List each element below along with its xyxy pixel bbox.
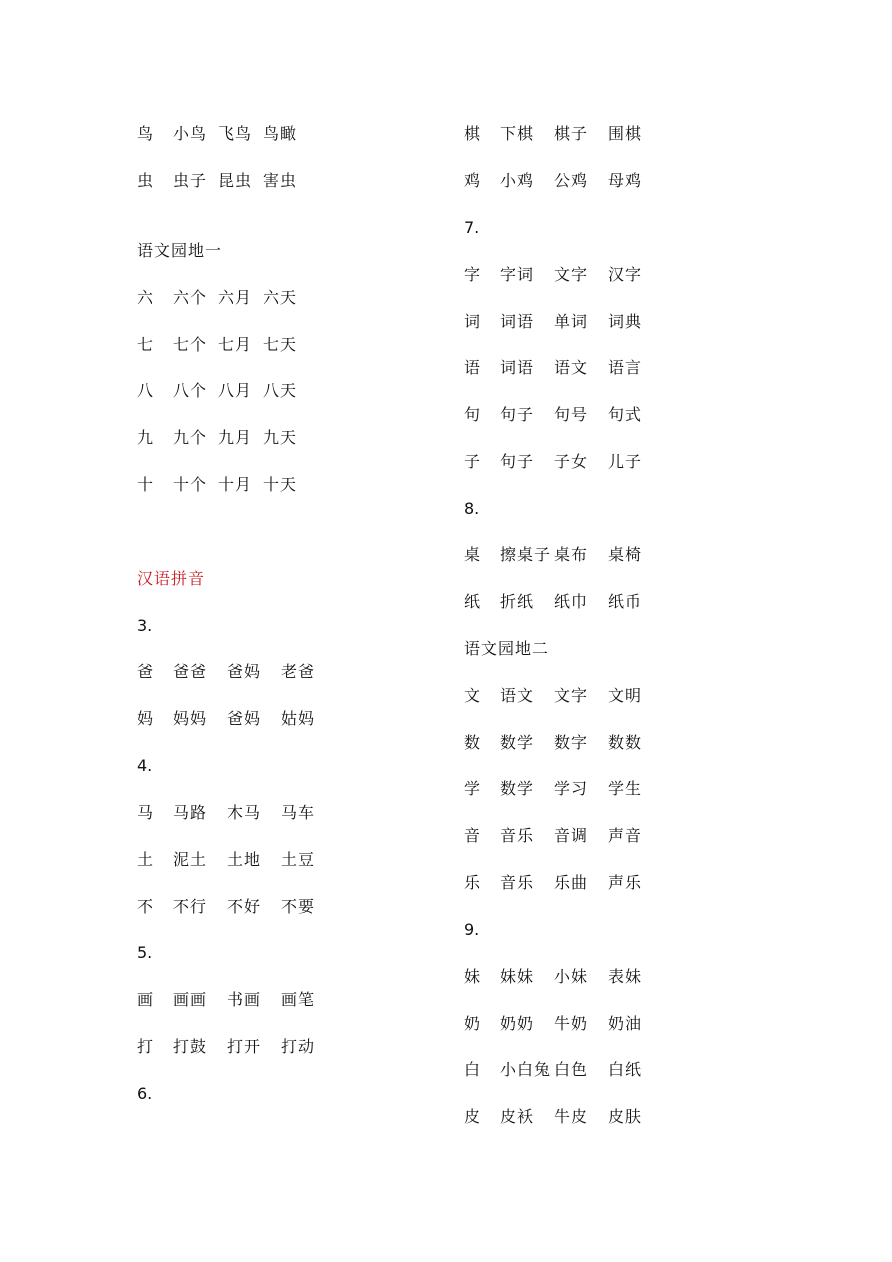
vocab-word: 语言 (608, 358, 643, 377)
section-number-label: 5. (137, 943, 153, 962)
vocab-word: 小妹 (554, 967, 589, 986)
vocab-word: 土地 (227, 850, 262, 869)
vocab-word: 六月 (218, 288, 253, 307)
vocab-word: 皮袄 (500, 1107, 535, 1126)
head-character: 语 (464, 358, 482, 377)
head-character: 句 (464, 405, 482, 424)
vocab-word: 土豆 (281, 850, 316, 869)
section-number-label: 6. (137, 1084, 153, 1103)
head-character: 马 (137, 803, 155, 822)
vocab-word: 语文 (554, 358, 589, 377)
vocab-word: 声乐 (608, 873, 643, 892)
vocab-word: 妈妈 (173, 709, 208, 728)
vocab-word: 六个 (173, 288, 208, 307)
head-character: 词 (464, 312, 482, 331)
head-character: 土 (137, 850, 155, 869)
vocab-word: 音调 (554, 826, 589, 845)
vocab-word: 句式 (608, 405, 643, 424)
vocab-word: 牛奶 (554, 1014, 589, 1033)
vocab-word: 虫子 (173, 171, 208, 190)
vocab-word: 音乐 (500, 826, 535, 845)
section-number-label: 3. (137, 616, 153, 635)
vocab-word: 不好 (227, 897, 262, 916)
vocab-word: 打鼓 (173, 1037, 208, 1056)
vocab-word: 七天 (263, 335, 298, 354)
vocab-word: 表妹 (608, 967, 643, 986)
vocab-word: 昆虫 (218, 171, 253, 190)
head-character: 文 (464, 686, 482, 705)
vocab-word: 十天 (263, 475, 298, 494)
vocab-word: 句子 (500, 405, 535, 424)
vocab-word: 爸妈 (227, 662, 262, 681)
vocab-word: 马车 (281, 803, 316, 822)
vocab-word: 围棋 (608, 124, 643, 143)
vocab-word: 打动 (281, 1037, 316, 1056)
section-number-label: 4. (137, 756, 153, 775)
vocab-word: 泥土 (173, 850, 208, 869)
vocab-word: 擦桌子 (500, 545, 552, 564)
vocab-word: 文字 (554, 686, 589, 705)
vocab-word: 十个 (173, 475, 208, 494)
vocab-word: 文明 (608, 686, 643, 705)
vocab-word: 奶油 (608, 1014, 643, 1033)
vocab-word: 九天 (263, 428, 298, 447)
head-character: 九 (137, 428, 155, 447)
vocab-word: 七月 (218, 335, 253, 354)
vocab-word: 纸币 (608, 592, 643, 611)
vocab-word: 七个 (173, 335, 208, 354)
head-character: 打 (137, 1037, 155, 1056)
vocab-word: 母鸡 (608, 171, 643, 190)
vocab-word: 白纸 (608, 1060, 643, 1079)
vocab-word: 数字 (554, 733, 589, 752)
head-character: 乐 (464, 873, 482, 892)
head-character: 不 (137, 897, 155, 916)
head-character: 六 (137, 288, 155, 307)
vocab-word: 八月 (218, 381, 253, 400)
vocab-word: 画画 (173, 990, 208, 1009)
section-number-label: 8. (464, 499, 480, 518)
vocab-word: 句号 (554, 405, 589, 424)
vocab-word: 字词 (500, 265, 535, 284)
section-heading-label: 语文园地二 (464, 639, 550, 658)
vocab-word: 小白兔 (500, 1060, 552, 1079)
head-character: 鸟 (137, 124, 155, 143)
head-character: 白 (464, 1060, 482, 1079)
vocab-word: 棋子 (554, 124, 589, 143)
vocab-word: 词语 (500, 358, 535, 377)
vocab-word: 飞鸟 (218, 124, 253, 143)
vocab-word: 句子 (500, 452, 535, 471)
vocab-word: 学习 (554, 779, 589, 798)
vocab-word: 纸巾 (554, 592, 589, 611)
head-character: 棋 (464, 124, 482, 143)
vocab-word: 儿子 (608, 452, 643, 471)
vocab-word: 六天 (263, 288, 298, 307)
head-character: 爸 (137, 662, 155, 681)
head-character: 音 (464, 826, 482, 845)
vocab-word: 小鸟 (173, 124, 208, 143)
vocab-word: 公鸡 (554, 171, 589, 190)
head-character: 桌 (464, 545, 482, 564)
vocab-word: 桌椅 (608, 545, 643, 564)
head-character: 妈 (137, 709, 155, 728)
vocab-word: 害虫 (263, 171, 298, 190)
vocab-word: 八天 (263, 381, 298, 400)
vocab-word: 学生 (608, 779, 643, 798)
vocab-word: 乐曲 (554, 873, 589, 892)
vocab-word: 子女 (554, 452, 589, 471)
vocab-word: 语文 (500, 686, 535, 705)
vocab-word: 不行 (173, 897, 208, 916)
vocab-word: 文字 (554, 265, 589, 284)
head-character: 妹 (464, 967, 482, 986)
head-character: 学 (464, 779, 482, 798)
head-character: 子 (464, 452, 482, 471)
head-character: 纸 (464, 592, 482, 611)
head-character: 画 (137, 990, 155, 1009)
head-character: 字 (464, 265, 482, 284)
vocab-word: 白色 (554, 1060, 589, 1079)
section-heading-label: 汉语拼音 (137, 569, 206, 588)
head-character: 奶 (464, 1014, 482, 1033)
vocab-word: 九月 (218, 428, 253, 447)
vocab-word: 九个 (173, 428, 208, 447)
vocab-word: 数学 (500, 779, 535, 798)
section-number-label: 7. (464, 218, 480, 237)
vocab-word: 声音 (608, 826, 643, 845)
vocab-word: 十月 (218, 475, 253, 494)
section-number-label: 9. (464, 920, 480, 939)
vocab-word: 姑妈 (281, 709, 316, 728)
head-character: 十 (137, 475, 155, 494)
vocab-word: 牛皮 (554, 1107, 589, 1126)
vocab-word: 老爸 (281, 662, 316, 681)
vocab-word: 奶奶 (500, 1014, 535, 1033)
head-character: 皮 (464, 1107, 482, 1126)
vocab-word: 爸爸 (173, 662, 208, 681)
vocab-word: 书画 (227, 990, 262, 1009)
section-heading-label: 语文园地一 (137, 241, 223, 260)
head-character: 鸡 (464, 171, 482, 190)
vocab-word: 汉字 (608, 265, 643, 284)
head-character: 虫 (137, 171, 155, 190)
vocab-word: 小鸡 (500, 171, 535, 190)
vocab-word: 画笔 (281, 990, 316, 1009)
head-character: 数 (464, 733, 482, 752)
vocab-word: 数数 (608, 733, 643, 752)
vocab-word: 鸟瞰 (263, 124, 298, 143)
vocab-word: 折纸 (500, 592, 535, 611)
head-character: 八 (137, 381, 155, 400)
vocab-word: 音乐 (500, 873, 535, 892)
vocab-word: 桌布 (554, 545, 589, 564)
vocab-word: 马路 (173, 803, 208, 822)
vocab-word: 单词 (554, 312, 589, 331)
vocab-word: 词语 (500, 312, 535, 331)
vocab-word: 八个 (173, 381, 208, 400)
vocab-word: 妹妹 (500, 967, 535, 986)
vocab-word: 木马 (227, 803, 262, 822)
vocab-word: 词典 (608, 312, 643, 331)
vocab-word: 爸妈 (227, 709, 262, 728)
vocab-word: 数学 (500, 733, 535, 752)
vocab-word: 皮肤 (608, 1107, 643, 1126)
head-character: 七 (137, 335, 155, 354)
vocab-word: 不要 (281, 897, 316, 916)
vocab-word: 打开 (227, 1037, 262, 1056)
vocab-word: 下棋 (500, 124, 535, 143)
